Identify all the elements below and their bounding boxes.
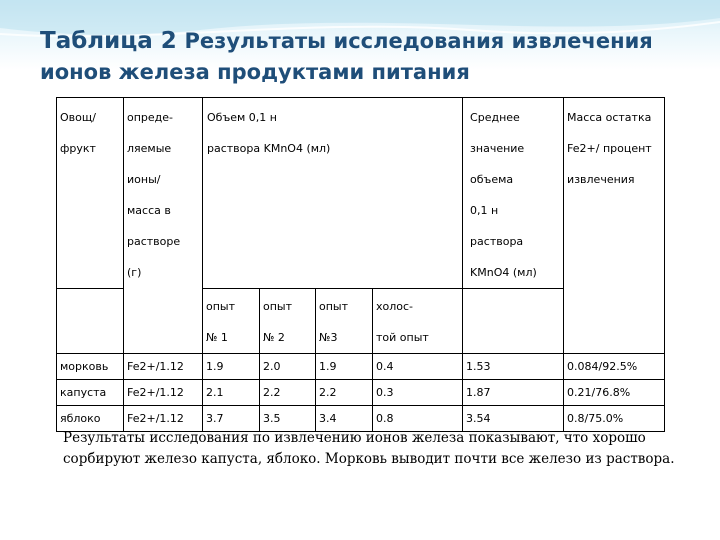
cell-residue: 0.084/92.5% bbox=[564, 354, 665, 380]
header-ions: опреде- ляемые ионы/ масса в растворе (г) bbox=[124, 98, 203, 354]
title-table-number: Таблица 2 bbox=[40, 28, 177, 54]
cell-trial-2: 3.5 bbox=[260, 406, 316, 432]
cell-trial-2: 2.0 bbox=[260, 354, 316, 380]
title-heading: Результаты исследования извлечения bbox=[184, 29, 653, 53]
header-average: Среднее значение объема 0,1 н раствора KMnO4 (мл) bbox=[463, 98, 564, 289]
cell-residue: 0.21/76.8% bbox=[564, 380, 665, 406]
cell-trial-3: 2.2 bbox=[316, 380, 373, 406]
cell-residue: 0.8/75.0% bbox=[564, 406, 665, 432]
table-row bbox=[57, 380, 665, 406]
cell-trial-1: 3.7 bbox=[203, 406, 260, 432]
subheader-trial-3: опыт №3 bbox=[316, 289, 373, 354]
cell-name: капуста bbox=[57, 380, 124, 406]
cell-average: 3.54 bbox=[463, 406, 564, 432]
cell-trial-2: 2.2 bbox=[260, 380, 316, 406]
header-vegetable-cont bbox=[57, 289, 124, 354]
table-header-row bbox=[57, 98, 665, 289]
cell-average: 1.53 bbox=[463, 354, 564, 380]
header-vegetable: Овощ/ фрукт bbox=[57, 98, 124, 289]
cell-blank: 0.8 bbox=[373, 406, 463, 432]
subheader-blank-trial: холос- той опыт bbox=[373, 289, 463, 354]
cell-ion: Fe2+/1.12 bbox=[124, 406, 203, 432]
summary-text: Результаты исследования по извлечению ионов железа показывают, что хорошо сорбируют железо капуста, яблоко. Морковь выводит почти все железо из раствора. bbox=[63, 430, 675, 467]
header-average-cont bbox=[463, 289, 564, 354]
cell-trial-1: 1.9 bbox=[203, 354, 260, 380]
cell-trial-3: 3.4 bbox=[316, 406, 373, 432]
subheader-trial-2: опыт № 2 bbox=[260, 289, 316, 354]
cell-ion: Fe2+/1.12 bbox=[124, 354, 203, 380]
cell-name: морковь bbox=[57, 354, 124, 380]
header-residue: Масса остатка Fe2+/ процент извлечения bbox=[564, 98, 665, 354]
table-row bbox=[57, 354, 665, 380]
cell-trial-3: 1.9 bbox=[316, 354, 373, 380]
cell-trial-1: 2.1 bbox=[203, 380, 260, 406]
cell-blank: 0.3 bbox=[373, 380, 463, 406]
cell-name: яблоко bbox=[57, 406, 124, 432]
page-title bbox=[40, 26, 700, 88]
subheader-trial-1: опыт № 1 bbox=[203, 289, 260, 354]
cell-ion: Fe2+/1.12 bbox=[124, 380, 203, 406]
results-table bbox=[56, 97, 665, 432]
title-heading-line2: ионов железа продуктами питания bbox=[40, 60, 470, 84]
cell-average: 1.87 bbox=[463, 380, 564, 406]
cell-blank: 0.4 bbox=[373, 354, 463, 380]
header-volume: Объем 0,1 н раствора KMnO4 (мл) bbox=[203, 98, 463, 289]
